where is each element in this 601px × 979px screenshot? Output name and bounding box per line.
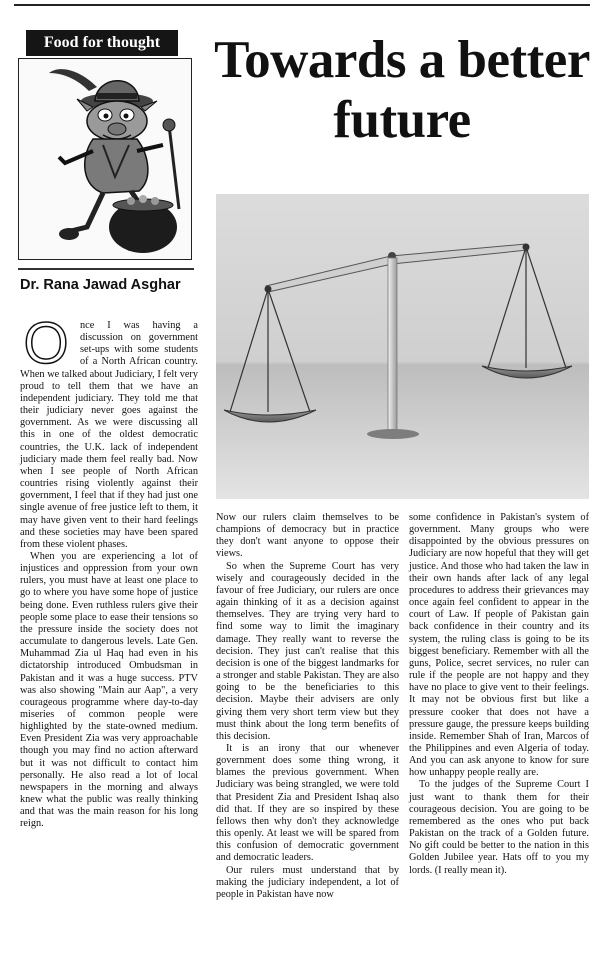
article-column-1 (20, 311, 198, 831)
paragraph: When you are experiencing a lot of injustices and oppression from your own rulers, you must have at least one place to go to where you have some hope of justice being done. Even ruthless rulers give their people some place to ease their tensions so the pressure inside the society does not accumulate to dangerous levels. Late Gen. Muhammad Zia ul Haq had even in his dictatorship introduced Ombudsman in Pakistan and it was a huge success. PTV was also showing "Main aur Aap", a very courageous programme where day-to-day miseries of common people were highlighted by the state-owned medium. Even President Zia was very approachable though you may find no action afterward but it was not difficult to contact him personally. He also read a lot of local newspapers in the morning and always knew what the public was really thinking and that was the main reason for his long reign. (20, 550, 198, 830)
paragraph: To the judges of the Supreme Court I just want to thank them for their courageous decision. You are going to be remembered as the ones who put back Pakistan on the track of a Golden future. No gift could be better to the nation in this Golden Jubilee year. Hats off to you my lords. (I really mean it). (409, 779, 589, 876)
paragraph: So when the Supreme Court has very wisely and courageously decided in the favour of free Judiciary, our rulers are once again thinking of it as a decision against themselves. They are trying very hard to find some way to limit the imaginary damage. They really want to reverse the decision. They just can't realise that this decision is one of the biggest landmarks for a stronger and stable Pakistan. They are also going to be the beneficiaries to this decision. Maybe their advisers are only giving them very short term view but they must think about the long term benefits of this decision. (216, 560, 399, 742)
dropcap: O (23, 311, 69, 376)
paragraph: some confidence in Pakistan's system of government. Many groups who were disappointed by the obvious pressures on Judiciary are now hopeful that they will get justice. And those who had taken the law in their own hands after lack of any legal procedures to address their grievances may once again feel confident to appear in the court of Law. If people of Pakistan gain back confidence in their country and its system, the ruling class is going to be its biggest beneficiary. Remember with all the guns, Police, secret services, no ruler can rule if the people are not happy and they have no place to give vent to their feelings. It may not be obvious first but like a pressure cooker that does not have a pressure gauge, the pressure keeps building inside. Remember Shah of Iran, Marcos of the Philippines and even Algeria of today. And you can ask anyone to know for sure how unhappy people really are. (409, 512, 589, 779)
cartoon-illustration (18, 58, 192, 260)
opening-paragraph (20, 311, 198, 551)
scales-of-justice-icon (216, 194, 589, 499)
column-label: Food for thought (26, 30, 178, 56)
section-rule (18, 268, 194, 270)
article-column-3 (409, 512, 589, 877)
paragraph: Our rulers must understand that by making the judiciary independent, a lot of people in Pakistan have now (216, 864, 399, 900)
top-rule (14, 4, 590, 6)
scales-photo (216, 194, 589, 499)
paragraph: It is an irony that our whenever government does some thing wrong, it blames the previous government. When Judiciary was being strangled, we were told that President Zia and President Ishaq also did that. If they are so inspired by these fellows then why don't they acknowledge this openly. At least we will be spared from this confusion of democratic government and democratic leaders. (216, 742, 399, 864)
cartoon-pig-icon (19, 59, 191, 259)
author-byline: Dr. Rana Jawad Asghar (20, 277, 181, 293)
headline: Towards a better future (214, 31, 590, 149)
article-column-2 (216, 512, 399, 901)
paragraph: Now our rulers claim themselves to be champions of democracy but in practice they don't want anyone to oppose their views. (216, 512, 399, 560)
opening-text: nce I was having a discussion on government set-ups with some students of a North African country. When we talked about Judiciary, I felt very proud to tell them that we have an independent judiciary. They told me that their judiciary never goes against the government. As we were discussing all this in one of the oldest democratic countries, the U.K. lack of independent judiciary made them feel really bad. Now when I see people of North African countries rising violently against their government, I feel that if they had just one single avenue of free justice left to them, it may have given vent to their hard feelings and these societies may have been spared from these violent phases. (20, 320, 198, 550)
